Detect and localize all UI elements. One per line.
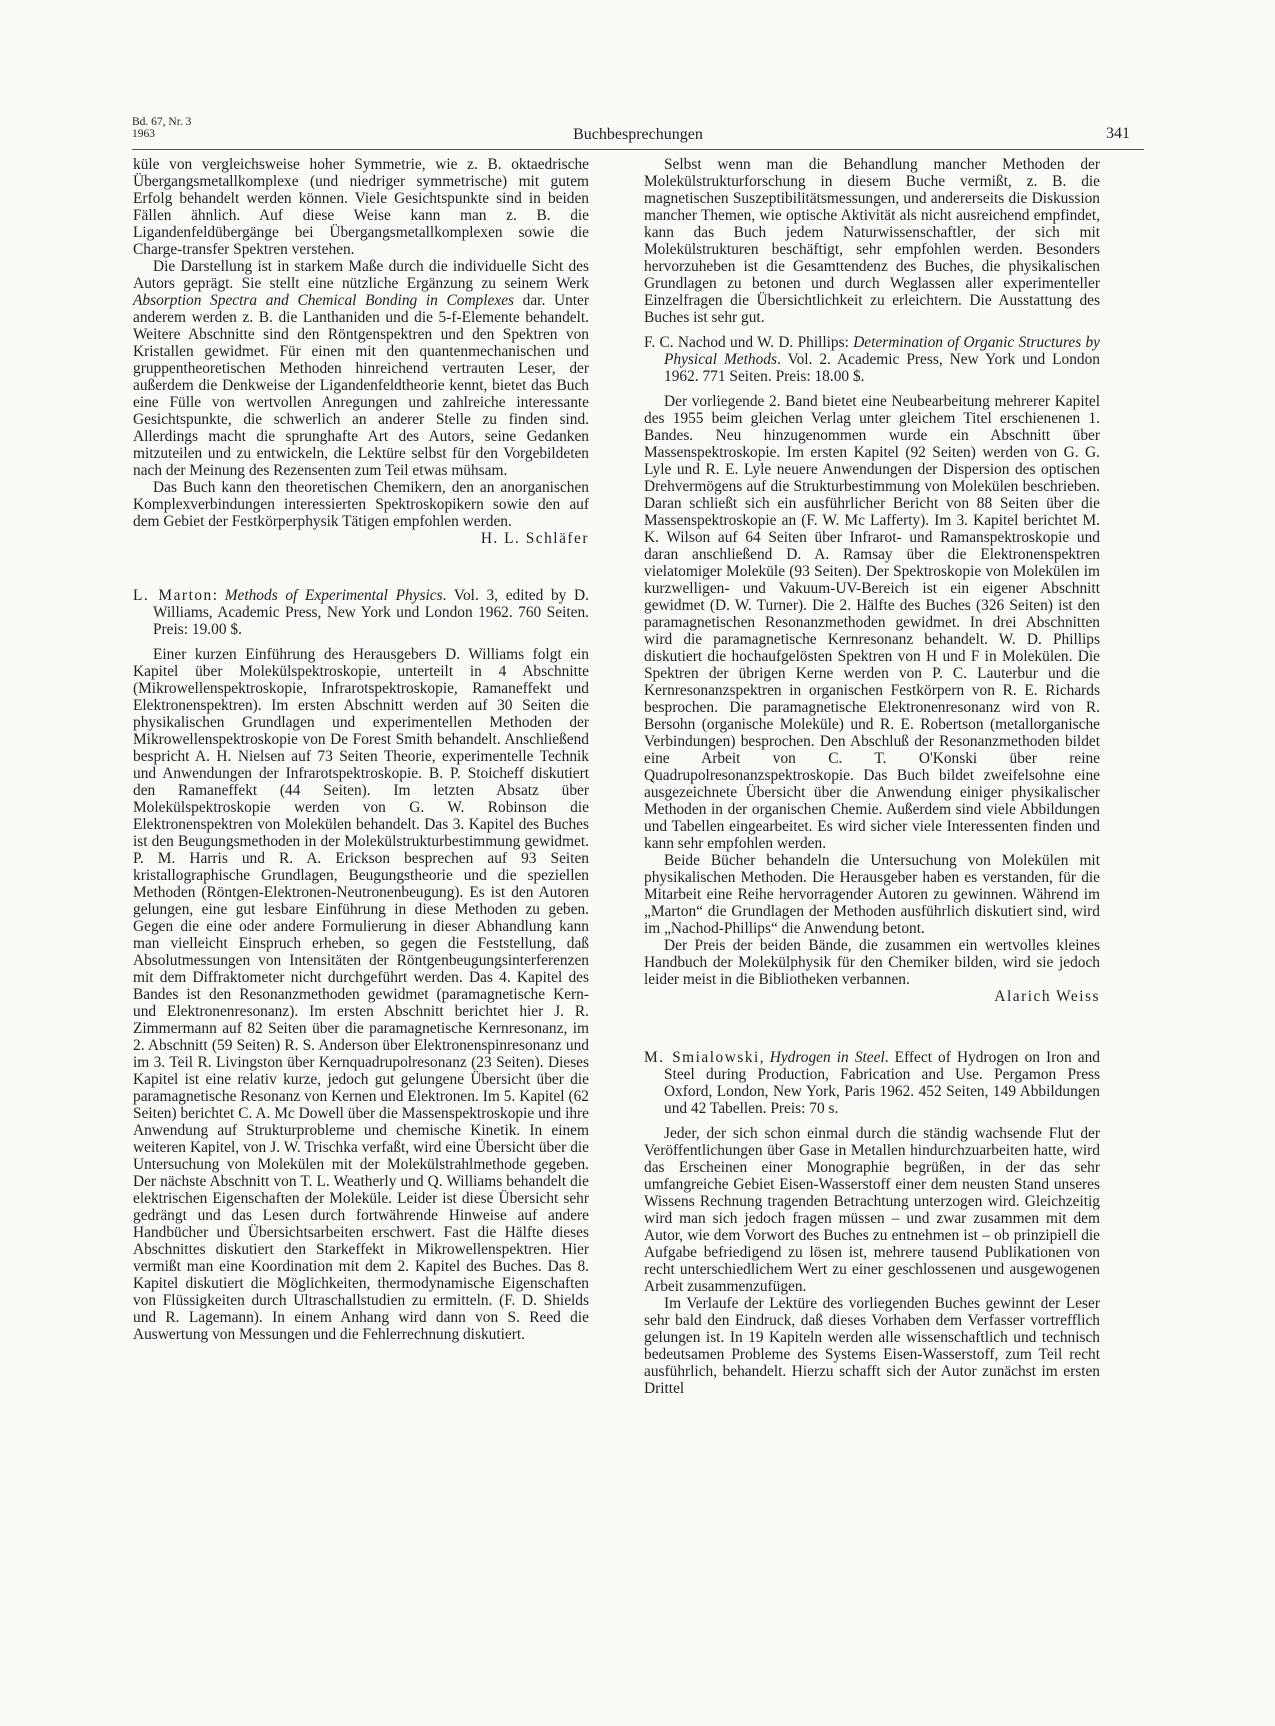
paragraph: Selbst wenn man die Behandlung mancher Methoden der Molekülstrukturforschung in diesem Buche vermißt, z. B. die magnetischen Suszeptibilitätsmessungen, und andererseits die Diskussion mancher Themen, wie optische Aktivität als nicht ausreichend empfindet, kann das Buch jedem Naturwissenschaftler, der sich mit Molekülstrukturen beschäftigt, sehr empfohlen werden. Besonders hervorzuheben ist die Gesamttendenz des Buches, die physikalischen Grundlagen zu betonen und durch Weglassen aller experimenteller Einzelfragen die Übersichtlichkeit zu erleichtern. Die Ausstattung des Buches ist sehr gut.: [644, 156, 1100, 326]
paragraph: Im Verlaufe der Lektüre des vorliegenden Buches gewinnt der Leser sehr bald den Eindruck, daß dieses Vorhaben dem Verfasser vortrefflich gelungen ist. In 19 Kapiteln werden alle wissenschaftlich und technisch bedeutsamen Probleme des Systems Eisen-Wasserstoff, zum Teil recht ausführlich, behandelt. Hierzu schafft sich der Autor zunächst im ersten Drittel: [644, 1295, 1100, 1397]
spacer: [133, 547, 589, 587]
book-title: Methods of Experimental Physics: [224, 587, 443, 604]
reviewer-signature: Alarich Weiss: [994, 988, 1100, 1005]
paragraph: Der Preis der beiden Bände, die zusammen ein wertvolles kleines Handbuch der Molekülphysik für den Chemiker bilden, wird sie jedoch leider meist in die Bibliotheken verbannen.: [644, 937, 1100, 988]
page-number: 341: [1106, 125, 1130, 142]
review-body: Jeder, der sich schon einmal durch die ständig wachsende Flut der Veröffentlichungen über Gase in Metallen hindurchzuarbeiten hatte, wird das Erscheinen einer Monographie begrüßen, in der das sehr umfangreiche Gebiet Eisen-Wasserstoff einer dem neusten Stand unseres Wissens Rechnung tragenden Betrachtung unterzogen wird. Gleichzeitig wird man sich jedoch fragen müssen – und zwar zusammen mit dem Autor, wie dem Vorwort des Buches zu entnehmen ist – ob prinzipiell die Aufgabe befriedigend zu lösen ist, mehrere tausend Publikationen von recht unterschiedlichem Wert zu einer geschlossenen und ausgewogenen Arbeit zusammenzufügen.: [644, 1125, 1100, 1295]
spacer: [644, 1005, 1100, 1049]
review-body: Einer kurzen Einführung des Herausgebers D. Williams folgt ein Kapitel über Molekülspektroskopie, unterteilt in 4 Abschnitte (Mikrowellenspektroskopie, Infrarotspektroskopie, Ramaneffekt und Elektronenspektren). Im ersten Abschnitt werden auf 30 Seiten die physikalischen Grundlagen und experimentellen Methoden der Mikrowellenspektroskopie von De Forest Smith behandelt. Anschließend bespricht A. H. Nielsen auf 73 Seiten Theorie, experimentelle Technik und Anwendungen der Infrarotspektroskopie. B. P. Stoicheff diskutiert den Ramaneffekt (44 Seiten). Im letzten Absatz über Molekülspektroskopie werden von G. W. Robinson die Elektronenspektren von Molekülen behandelt. Das 3. Kapitel des Buches ist den Beugungsmethoden in der Molekülstrukturbestimmung gewidmet. P. M. Harris und R. A. Erickson besprechen auf 93 Seiten kristallographische Grundlagen, Beugungstheorie und die speziellen Methoden (Röntgen-Elektronen-Neutronenbeugung). Es ist den Autoren gelungen, eine gut lesbare Einführung in diese Methoden zu geben. Gegen die eine oder andere Formulierung in dieser Abhandlung kann man vielleicht Einspruch erheben, so gegen die Feststellung, daß Absolutmessungen von Intensitäten der Röntgenbeugungsinterferenzen mit dem Diffraktometer nicht durchgeführt werden. Das 4. Kapitel des Bandes ist den Resonanzmethoden gewidmet (paramagnetische Kern- und Elektronenresonanz). Im ersten Abschnitt berichtet hier J. R. Zimmermann auf 82 Seiten über die paramagnetische Kernresonanz, im 2. Abschnitt (59 Seiten) R. S. Anderson über Elektronenspinresonanz und im 3. Teil R. Livingston über Kernquadrupolresonanz (23 Seiten). Dieses Kapitel ist eine relativ kurze, jedoch gut gelungene Übersicht über die paramagnetische Resonanz von Kernen und Elektronen. Im 5. Kapitel (62 Seiten) berichtet C. A. Mc Dowell über die Massenspektroskopie und ihre Anwendung auf Strukturprobleme und chemische Kinetik. In einem weiteren Kapitel, von J. W. Trischka verfaßt, wird eine Übersicht über die Untersuchung von Molekülen mit der Molekülstrahlmethode gegeben. Der nächste Abschnitt von T. L. Weatherly und Q. Williams behandelt die elektrischen Eigenschaften der Moleküle. Leider ist diese Übersicht sehr gedrängt und das Lesen durch fortwährende Hinweise auf andere Handbücher und Übersichtsarbeiten erschwert. Fast die Hälfte dieses Abschnittes diskutiert den Starkeffekt in Mikrowellenspektren. Hier vermißt man eine Koordination mit dem 2. Kapitel des Buches. Das 8. Kapitel diskutiert die Möglichkeiten, thermodynamische Eigenschaften von Flüssigkeiten durch Ultraschallstudien zu ermitteln. (F. D. Shields und R. Lagemann). In einem Anhang wird dann von S. Reed die Auswertung von Messungen und die Fehlerrechnung diskutiert.: [133, 646, 589, 1343]
paragraph: Beide Bücher behandeln die Untersuchung von Molekülen mit physikalischen Methoden. Die Herausgeber haben es verstanden, für die Mitarbeit eine Reihe hervorragender Autoren zu gewinnen. Während im „Marton“ die Grundlagen der Methoden ausführlich diskutiert sind, wird im „Nachod-Phillips“ die Anwendung betont.: [644, 852, 1100, 937]
book-author: F. C. Nachod und W. D. Phillips: [644, 334, 845, 351]
reviewer-signature: H. L. Schläfer: [480, 530, 589, 547]
spacer: [644, 385, 1100, 393]
paragraph-continued: küle von vergleichsweise hoher Symmetrie, wie z. B. oktaedrische Übergangsmetallkomplexe (und niedriger symmetrische) mit gutem Erfolg behandelt werden können. Viele Gesichtspunkte sind in beiden Fällen ähnlich. Auf diese Weise kann man z. B. die Ligandenfeldübergänge bei Übergangsmetallkomplexen sowie die Charge-transfer Spektren verstehen.: [133, 156, 589, 258]
spacer: [644, 1117, 1100, 1125]
book-title: Determination of Organic Structures by Physical Methods: [664, 334, 1101, 368]
right-column: [644, 156, 1100, 1397]
book-reference-marton: L. Marton: Methods of Experimental Physics. Vol. 3, edited by D. Williams, Academic Press, New York und London 1962. 760 Seiten. Preis: 19.00 $.: [133, 587, 589, 638]
running-header: [132, 112, 1144, 148]
book-reference-smialowski: M. Smialowski, Hydrogen in Steel. Effect of Hydrogen on Iron and Steel during Production, Fabrication and Use. Pergamon Press Oxford, London, New York, Paris 1962. 452 Seiten, 149 Abbildungen und 42 Tabellen. Preis: 70 s.: [644, 1049, 1100, 1117]
book-author: L. Marton: [133, 587, 213, 604]
paragraph: Die Darstellung ist in starkem Maße durch die individuelle Sicht des Autors geprägt. Sie stellt eine nützliche Ergänzung zu seinem Werk Absorption Spectra and Chemical Bonding in Complexes dar. Unter anderem werden z. B. die Lanthaniden und die 5-f-Elemente behandelt. Weitere Abschnitte sind den Röntgenspektren und den Spektren von Kristallen gewidmet. Für einen mit den quantenmechanischen und gruppentheoretischen Methoden hinreichend vertrauten Leser, der außerdem die Denkweise der Ligandenfeldtheorie kennt, bietet das Buch eine Fülle von wertvollen Anregungen und zahlreiche interessante Gesichtspunkte, die schwerlich an anderer Stelle zu finden sind. Allerdings macht die sprunghafte Art des Autors, seine Gedanken mitzuteilen und zu entwickeln, die Lektüre selbst für den Vorgebildeten nach der Meinung des Rezensenten zum Teil etwas mühsam.: [133, 258, 589, 479]
book-title: Hydrogen in Steel: [769, 1049, 885, 1066]
left-column: [133, 156, 589, 1343]
volume-number: Bd. 67, Nr. 3: [132, 116, 192, 128]
spacer: [133, 638, 589, 646]
review-body: Der vorliegende 2. Band bietet eine Neubearbeitung mehrerer Kapitel des 1955 beim gleichen Verlag unter gleichem Titel erschienenen 1. Bandes. Neu hinzugenommen wurde ein Abschnitt über Massenspektroskopie. Im ersten Kapitel (92 Seiten) werden von G. G. Lyle und R. E. Lyle neuere Anwendungen der Dispersion des optischen Drehvermögens auf die Strukturbestimmung von Molekülen beschrieben. Daran schließt sich ein ausführlicher Bericht von 88 Seiten über die Massenspektroskopie an (F. W. Mc Lafferty). Im 3. Kapitel berichtet M. K. Wilson auf 64 Seiten über Infrarot- und Ramanspektroskopie und daran anschließend D. A. Ramsay über die Elektronenspektren vielatomiger Moleküle (93 Seiten). Der Spektroskopie von Molekülen im kurzwelligen- und Vakuum-UV-Bereich ist ein eigener Abschnitt gewidmet (D. W. Turner). Die 2. Hälfte des Buches (326 Seiten) ist den paramagnetischen Resonanzmethoden gewidmet. In drei Abschnitten wird die paramagnetische Kernresonanz behandelt. W. D. Phillips diskutiert die hochaufgelösten Spektren von H und F in Molekülen. Die Spektren der übrigen Kerne werden von P. C. Lauterbur und die Kernresonanzspektren in organischen Festkörpern von R. E. Richards besprochen. Die paramagnetische Elektronenresonanz wird von R. Bersohn (organische Moleküle) und R. E. Robertson (metallorganische Verbindungen) besprochen. Den Abschluß der Resonanzmethoden bildet eine Arbeit von C. T. O'Konski über reine Quadrupolresonanzspektroskopie. Das Buch bildet zweifelsohne eine ausgezeichnete Übersicht über die Anwendung einiger physikalischer Methoden in der organischen Chemie. Außerdem sind viele Abbildungen und Tabellen eingearbeitet. Es wird sicher viele Interessenten finden und kann sehr empfohlen werden.: [644, 393, 1100, 852]
book-author: M. Smialowski: [644, 1049, 760, 1066]
volume-year: 1963: [132, 128, 155, 140]
paragraph: Das Buch kann den theoretischen Chemikern, den an anorganischen Komplexverbindungen interessierten Spektroskopikern sowie den auf dem Gebiet der Festkörperphysik Tätigen empfohlen werden.: [133, 479, 589, 530]
section-title: Buchbesprechungen: [573, 126, 703, 143]
cited-work-title: Absorption Spectra and Chemical Bonding in Complexes: [133, 292, 515, 309]
book-reference-nachod-phillips: F. C. Nachod und W. D. Phillips: Determination of Organic Structures by Physical Methods. Vol. 2. Academic Press, New York und London 1962. 771 Seiten. Preis: 18.00 $.: [644, 334, 1101, 385]
spacer: [644, 326, 1100, 334]
header-rule: [132, 149, 1144, 150]
